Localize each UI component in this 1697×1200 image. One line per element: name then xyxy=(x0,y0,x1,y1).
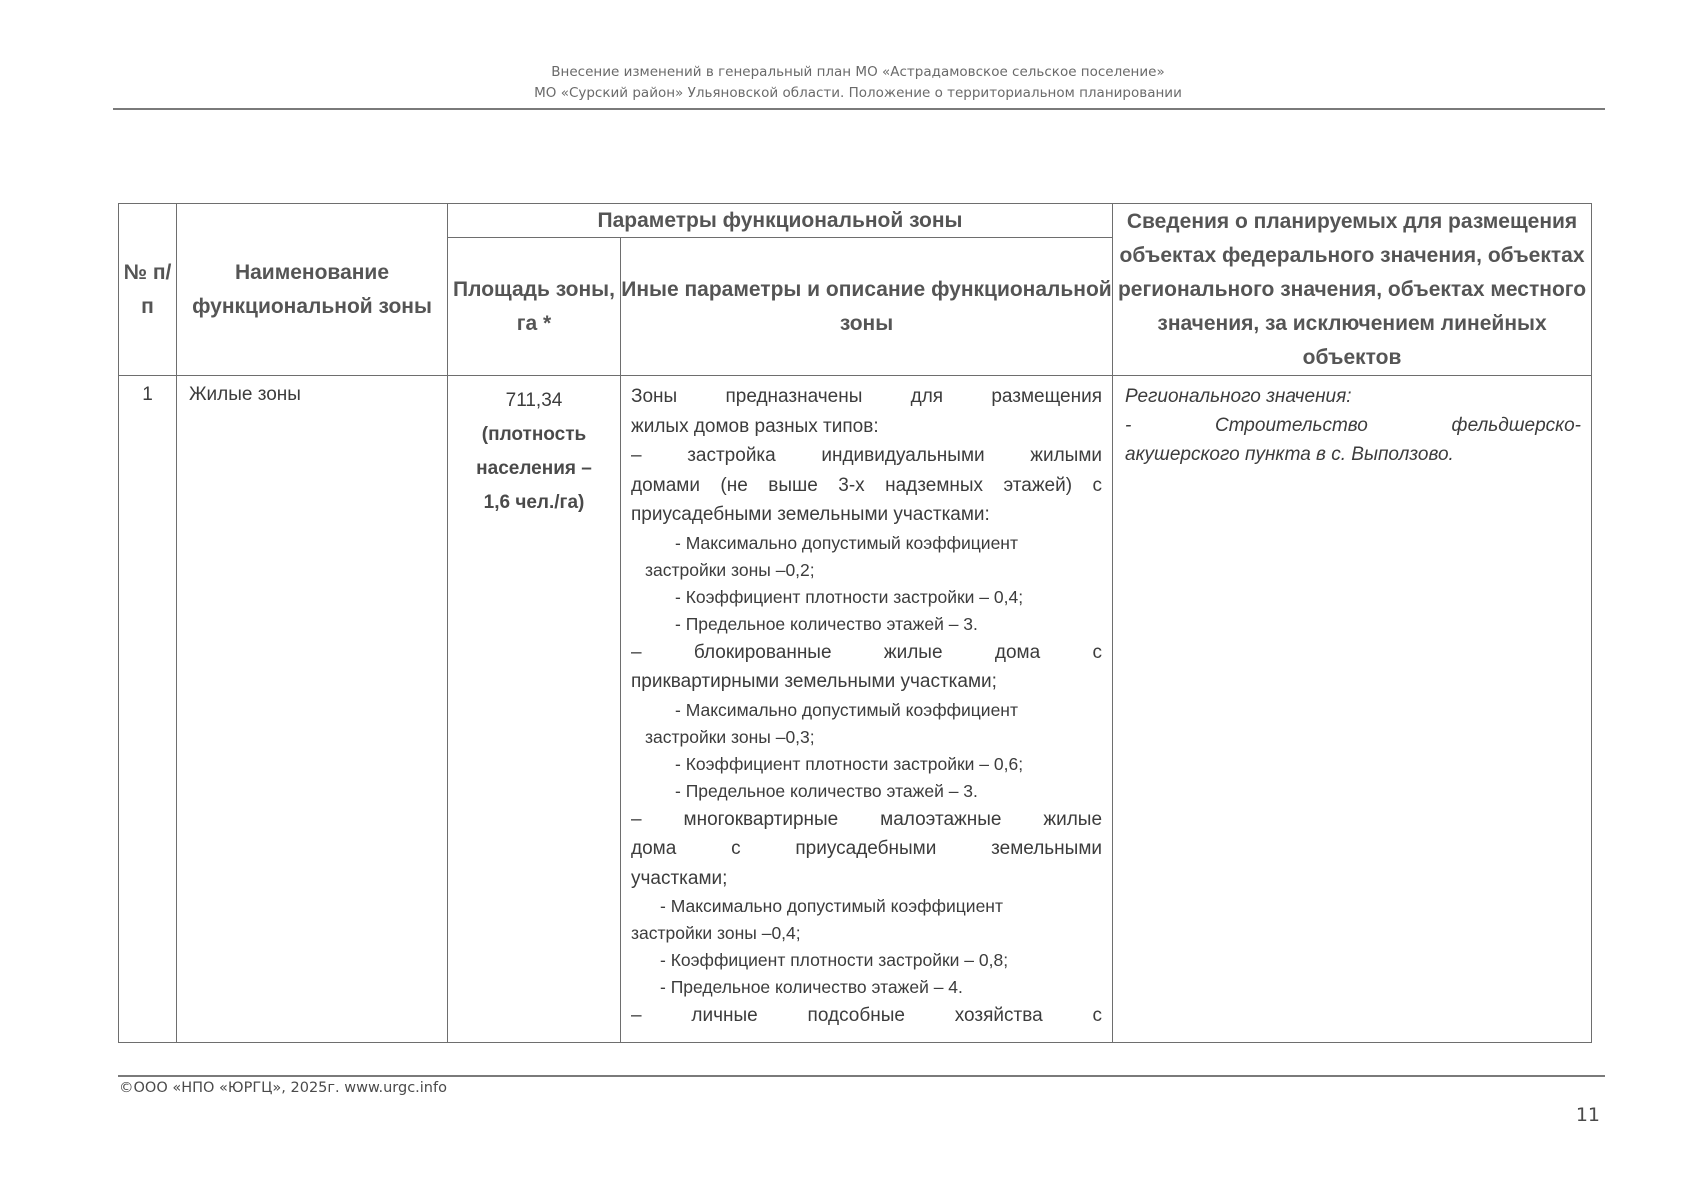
desc-subline: - Коэффициент плотности застройки – 0,8; xyxy=(660,950,1009,970)
zone-area xyxy=(448,376,621,1043)
density-line-1: (плотность xyxy=(481,424,587,445)
desc-subline: - Максимально допустимый коэффициент xyxy=(675,699,1018,720)
footer-divider xyxy=(118,1075,1605,1077)
desc-line: – личные подсобные хозяйства с xyxy=(631,1005,1103,1026)
footer-copyright: ©ООО «НПО «ЮРГЦ», 2025г. www.urgc.info xyxy=(119,1080,447,1096)
functional-zones-table xyxy=(118,203,1592,1043)
header-divider xyxy=(113,108,1605,110)
desc-subline: застройки зоны –0,4; xyxy=(631,923,801,943)
header-zone-parameters: Параметры функциональной зоны xyxy=(448,204,1113,238)
desc-line: жилых домов разных типов: xyxy=(631,415,879,437)
row-number: 1 xyxy=(119,376,177,1043)
header-line-1: Внесение изменений в генеральный план МО «Астрадамовское сельское поселение» xyxy=(551,64,1165,80)
header-line-2: МО «Сурский район» Ульяновской области. Положение о территориальном планировании xyxy=(534,85,1182,101)
header-zone-area: Площадь зоны, га * xyxy=(448,238,621,376)
desc-subline: - Предельное количество этажей – 4. xyxy=(660,977,963,997)
header-other-parameters: Иные параметры и описание функциональной зоны xyxy=(621,238,1113,376)
header-zone-name: Наименование функциональной зоны xyxy=(177,204,448,376)
desc-subline: - Предельное количество этажей – 3. xyxy=(675,613,978,634)
density-line-3: 1,6 чел./га) xyxy=(483,492,585,513)
info-line: - Строительство фельдшерско- xyxy=(1125,415,1582,436)
header-planned-objects: Сведения о планируемых для размещения объектах федерального значения, объектах регионального значения, объектах местного значения, за исключением линейных объектов xyxy=(1113,204,1592,376)
desc-line: – застройка индивидуальными жилыми xyxy=(631,445,1103,466)
desc-line: приквартирными земельными участками; xyxy=(631,671,997,692)
page-number: 11 xyxy=(1575,1104,1600,1126)
desc-line: дома с приусадебными земельными xyxy=(631,838,1103,859)
info-heading: Регионального значения: xyxy=(1125,386,1352,407)
planned-objects xyxy=(1113,376,1592,1043)
desc-line: участками; xyxy=(631,867,728,889)
desc-line: приусадебными земельными участками: xyxy=(631,504,990,525)
desc-subline: застройки зоны –0,2; xyxy=(645,559,815,580)
desc-subline: - Предельное количество этажей – 3. xyxy=(675,780,978,801)
desc-subline: застройки зоны –0,3; xyxy=(645,726,815,747)
desc-line: Зоны предназначены для размещения xyxy=(631,386,1103,407)
table-row xyxy=(119,376,1592,1043)
desc-line: домами (не выше 3-х надземных этажей) с xyxy=(631,474,1103,496)
desc-subline: - Коэффициент плотности застройки – 0,6; xyxy=(675,753,1024,774)
zone-name: Жилые зоны xyxy=(177,376,448,1043)
zone-description xyxy=(621,376,1113,1043)
desc-line: – блокированные жилые дома с xyxy=(631,641,1103,663)
area-value: 711,34 xyxy=(505,390,563,411)
info-line: акушерского пункта в с. Выползово. xyxy=(1125,444,1454,465)
desc-subline: - Максимально допустимый коэффициент xyxy=(675,532,1018,553)
header-num: № п/п xyxy=(119,204,177,376)
desc-subline: - Коэффициент плотности застройки – 0,4; xyxy=(675,586,1024,607)
desc-line: – многоквартирные малоэтажные жилые xyxy=(631,808,1103,830)
desc-subline: - Максимально допустимый коэффициент xyxy=(660,896,1003,916)
density-line-2: населения – xyxy=(476,458,592,479)
document-header xyxy=(113,62,1603,104)
